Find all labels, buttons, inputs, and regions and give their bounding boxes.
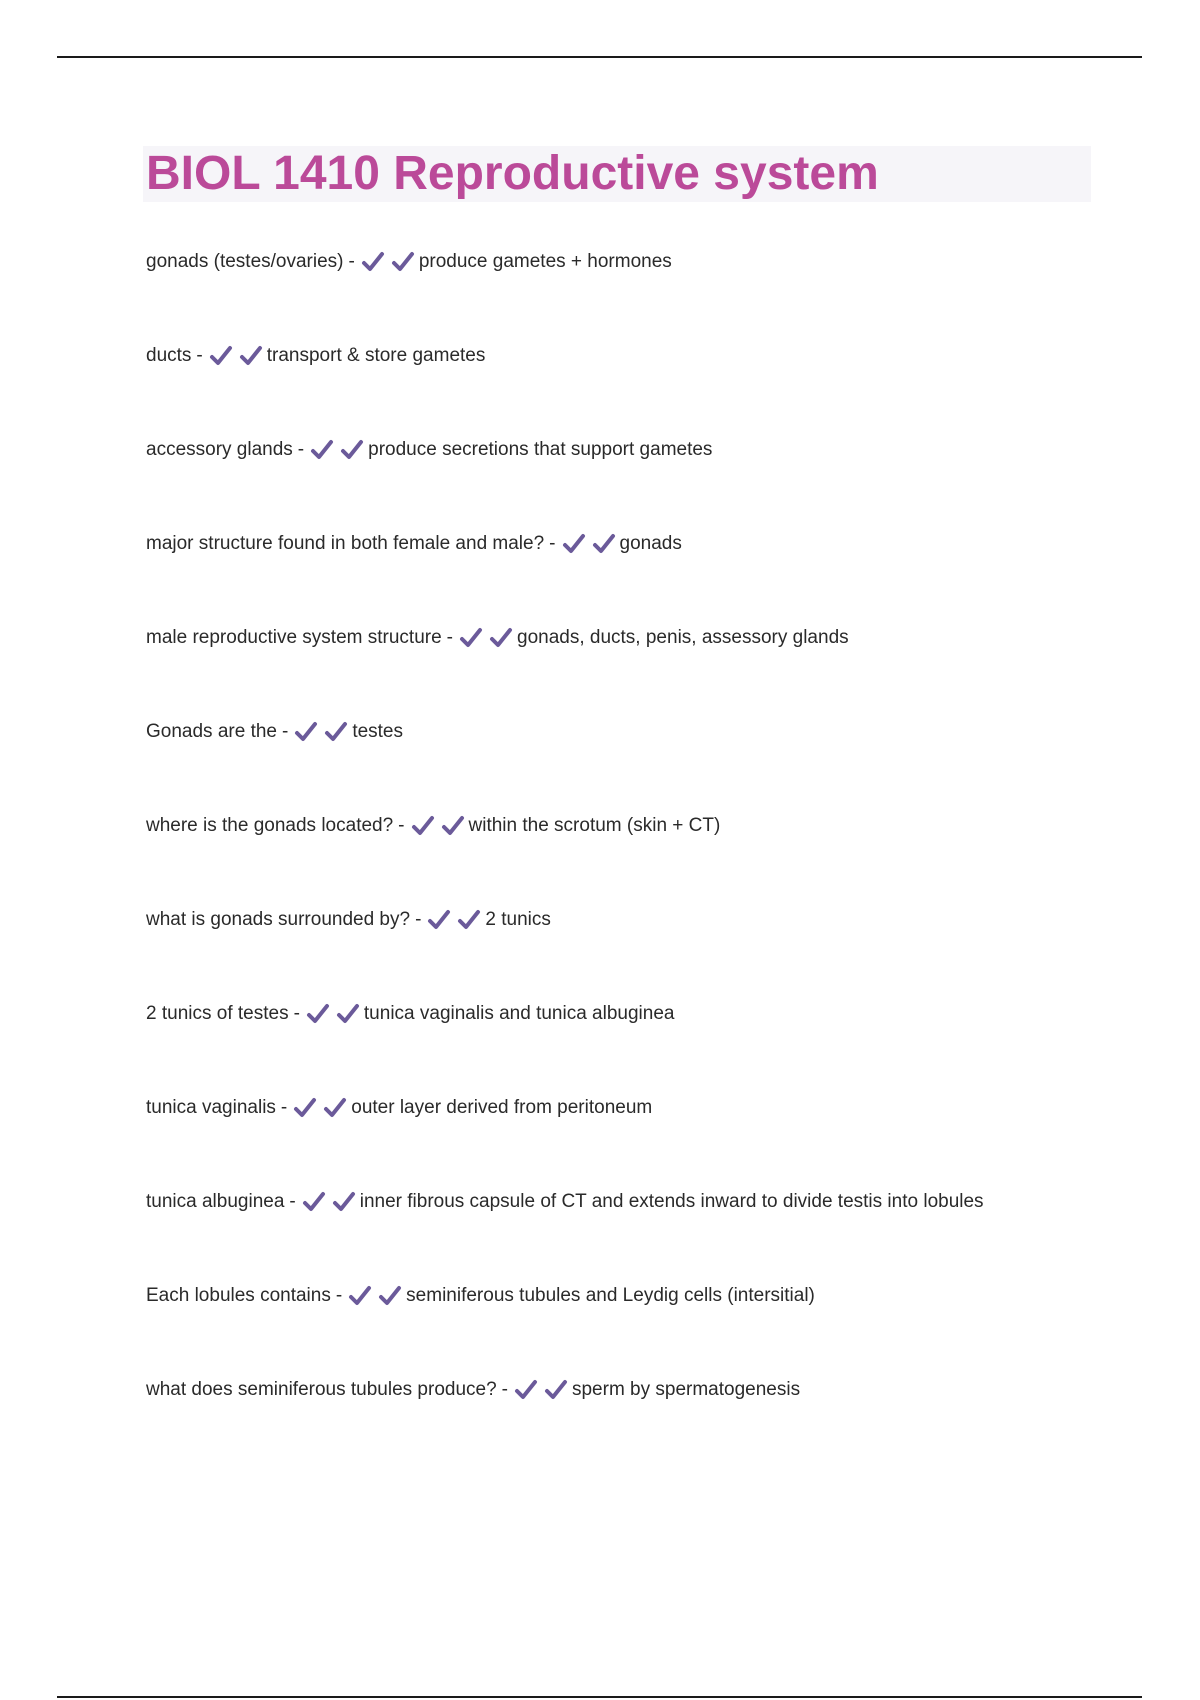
checkmark-icon bbox=[427, 908, 451, 932]
flashcard-question: major structure found in both female and male? bbox=[146, 533, 545, 554]
flashcard-question: Each lobules contains bbox=[146, 1285, 331, 1306]
flashcard-answer: gonads bbox=[619, 533, 682, 554]
flashcard-item bbox=[146, 616, 1146, 710]
flashcard-line bbox=[146, 428, 1146, 472]
checkmark-icon bbox=[562, 532, 586, 556]
checkmark-icon bbox=[310, 438, 334, 462]
flashcard-separator: - bbox=[348, 251, 355, 272]
flashcard-item bbox=[146, 1368, 1146, 1462]
flashcard-answer: tunica vaginalis and tunica albuginea bbox=[363, 1003, 675, 1024]
checkmark-icon bbox=[457, 908, 481, 932]
flashcard-answer: produce gametes + hormones bbox=[418, 251, 672, 272]
checkmark-icon bbox=[592, 532, 616, 556]
checkmark-icon bbox=[302, 1190, 326, 1214]
flashcard-separator: - bbox=[335, 1285, 343, 1306]
flashcard-line bbox=[146, 240, 1146, 284]
flashcard-separator: - bbox=[297, 439, 305, 460]
flashcard-answer: sperm by spermatogenesis bbox=[571, 1379, 801, 1400]
checkmark-icon bbox=[332, 1190, 356, 1214]
checkmark-icon bbox=[361, 250, 385, 274]
flashcard-line bbox=[146, 804, 1146, 848]
flashcard-list bbox=[146, 240, 1146, 1462]
flashcard-separator: - bbox=[293, 1003, 300, 1024]
flashcard-item bbox=[146, 522, 1146, 616]
flashcard-separator: - bbox=[415, 909, 422, 930]
checkmark-icon bbox=[411, 814, 435, 838]
flashcard-line bbox=[146, 1368, 1146, 1412]
flashcard-line bbox=[146, 710, 1146, 754]
flashcard-question: tunica vaginalis bbox=[146, 1097, 276, 1118]
page-title: BIOL 1410 Reproductive system bbox=[146, 147, 879, 200]
checkmark-icon bbox=[340, 438, 364, 462]
flashcard-line bbox=[146, 1086, 1146, 1130]
flashcard-item bbox=[146, 240, 1146, 334]
checkmark-icon bbox=[544, 1378, 568, 1402]
flashcard-question: gonads (testes/ovaries) bbox=[146, 251, 344, 272]
flashcard-answer: inner fibrous capsule of CT and extends inward to divide testis into lobules bbox=[359, 1191, 984, 1212]
flashcard-question: Gonads are the bbox=[146, 721, 277, 742]
flashcard-question: what does seminiferous tubules produce? bbox=[146, 1379, 497, 1400]
checkmark-icon bbox=[336, 1002, 360, 1026]
flashcard-answer: outer layer derived from peritoneum bbox=[351, 1097, 653, 1118]
flashcard-question: 2 tunics of testes bbox=[146, 1003, 289, 1024]
flashcard-line bbox=[146, 334, 1146, 378]
checkmark-icon bbox=[239, 344, 263, 368]
checkmark-icon bbox=[489, 626, 513, 650]
flashcard-answer: produce secretions that support gametes bbox=[368, 439, 713, 460]
flashcard-answer: seminiferous tubules and Leydig cells (intersitial) bbox=[406, 1285, 815, 1306]
bottom-rule bbox=[57, 1696, 1142, 1698]
flashcard-question: what is gonads surrounded by? bbox=[146, 909, 411, 930]
flashcard-item bbox=[146, 992, 1146, 1086]
checkmark-icon bbox=[209, 344, 233, 368]
flashcard-separator: - bbox=[549, 533, 556, 554]
flashcard-answer: gonads, ducts, penis, assessory glands bbox=[517, 627, 849, 648]
checkmark-icon bbox=[348, 1284, 372, 1308]
flashcard-separator: - bbox=[501, 1379, 508, 1400]
flashcard-answer: testes bbox=[352, 721, 404, 742]
flashcard-line bbox=[146, 1274, 1146, 1318]
checkmark-icon bbox=[294, 720, 318, 744]
checkmark-icon bbox=[306, 1002, 330, 1026]
flashcard-line bbox=[146, 616, 1146, 660]
checkmark-icon bbox=[324, 720, 348, 744]
flashcard-answer: 2 tunics bbox=[485, 909, 551, 930]
checkmark-icon bbox=[293, 1096, 317, 1120]
flashcard-item bbox=[146, 804, 1146, 898]
flashcard-item bbox=[146, 334, 1146, 428]
flashcard-question: male reproductive system structure bbox=[146, 627, 442, 648]
checkmark-icon bbox=[323, 1096, 347, 1120]
flashcard-line bbox=[146, 1180, 1146, 1224]
flashcard-item bbox=[146, 898, 1146, 992]
flashcard-separator: - bbox=[289, 1191, 296, 1212]
checkmark-icon bbox=[459, 626, 483, 650]
flashcard-question: tunica albuginea bbox=[146, 1191, 285, 1212]
flashcard-answer: within the scrotum (skin + CT) bbox=[468, 815, 721, 836]
flashcard-separator: - bbox=[280, 1097, 288, 1118]
checkmark-icon bbox=[378, 1284, 402, 1308]
flashcard-item bbox=[146, 1180, 1146, 1274]
checkmark-icon bbox=[441, 814, 465, 838]
flashcard-answer: transport & store gametes bbox=[266, 345, 486, 366]
flashcard-item bbox=[146, 1086, 1146, 1180]
flashcard-item bbox=[146, 1274, 1146, 1368]
flashcard-question: ducts bbox=[146, 345, 192, 366]
flashcard-line bbox=[146, 522, 1146, 566]
flashcard-line bbox=[146, 992, 1146, 1036]
checkmark-icon bbox=[514, 1378, 538, 1402]
flashcard-item bbox=[146, 428, 1146, 522]
flashcard-question: accessory glands bbox=[146, 439, 293, 460]
flashcard-question: where is the gonads located? bbox=[146, 815, 394, 836]
checkmark-icon bbox=[391, 250, 415, 274]
flashcard-item bbox=[146, 710, 1146, 804]
top-rule bbox=[57, 56, 1142, 58]
flashcard-separator: - bbox=[398, 815, 405, 836]
flashcard-separator: - bbox=[196, 345, 203, 366]
flashcard-separator: - bbox=[446, 627, 453, 648]
flashcard-separator: - bbox=[281, 721, 289, 742]
flashcard-line bbox=[146, 898, 1146, 942]
